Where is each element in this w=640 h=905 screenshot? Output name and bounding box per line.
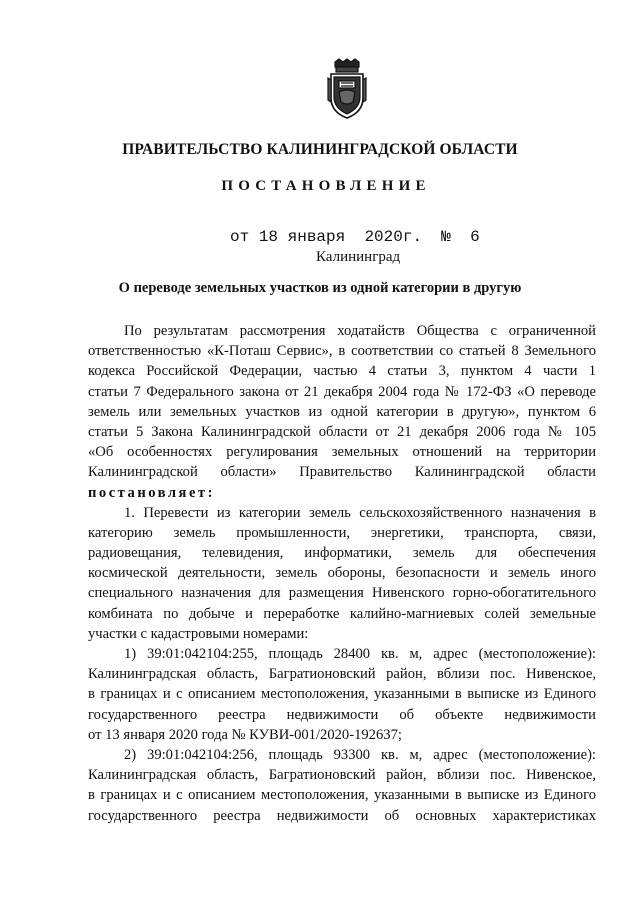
- city-name: Калининград: [316, 249, 401, 265]
- item1-line: 1. Перевести из категории земель сельскохозяйственного назначения в: [124, 504, 596, 521]
- item1-line: категорию земель промышленности, энергетики, транспорта, связи,: [88, 524, 596, 541]
- sub2-line: в границах и с описанием местоположения, указанными в выписке из Единого: [88, 787, 596, 804]
- sub1-line: 1) 39:01:042104:255, площадь 28400 кв. м, адрес (местоположение):: [124, 646, 596, 662]
- number-sign: №: [441, 228, 451, 246]
- date-line: [230, 228, 480, 246]
- body-line: статьи 7 Федерального закона от 21 декабря 2004 года № 172-ФЗ «О переводе: [88, 383, 596, 400]
- body-line: земель или земельных участков из одной категории в другую», пунктом 6: [88, 403, 596, 420]
- sub2-line: Калининградская область, Багратионовский район, вблизи пос. Нивенское,: [88, 767, 596, 784]
- number-value: 6: [470, 228, 480, 246]
- year-suffix: г.: [402, 228, 423, 246]
- date-prefix: от: [230, 228, 250, 246]
- document-type: ПОСТАНОВЛЕНИЕ: [221, 178, 431, 194]
- sub2-line: государственного реестра недвижимости об основных характеристиках: [88, 807, 596, 824]
- year-value: 2020: [364, 228, 403, 246]
- body-line: статьи 5 Закона Калининградской области от 21 декабря 2006 года № 105: [88, 423, 596, 440]
- document-title: О переводе земельных участков из одной категории в другую: [118, 280, 522, 296]
- body-line: Калининградской области» Правительство Калининградской области: [88, 464, 596, 481]
- body-line: кодекса Российской Федерации, частью 4 статьи 3, пунктом 4 части 1: [88, 363, 596, 380]
- sub1-line: государственного реестра недвижимости об объекте недвижимости: [88, 706, 596, 723]
- item1-line: радиовещания, телевидения, информатики, земель для обеспечения: [88, 545, 596, 562]
- date-value: 18 января: [258, 228, 346, 246]
- sub1-line: в границах и с описанием местоположения, указанными в выписке из Единого: [88, 686, 596, 703]
- sub1-line: Калининградская область, Багратионовский район, вблизи пос. Нивенское,: [88, 666, 596, 683]
- resolves-line: [88, 483, 596, 503]
- body-line: ответственностью «К-Поташ Сервис», в соответствии со статьей 8 Земельного: [88, 343, 596, 360]
- item1-line: участки с кадастровыми номерами:: [88, 625, 309, 642]
- body-line: «Об особенностях регулирования земельных отношений на территории: [88, 444, 596, 461]
- item1-line: комбината по добыче и переработке калийно-магниевых солей земельные: [88, 605, 596, 622]
- coat-of-arms-icon: [327, 58, 367, 120]
- item1-line: космической деятельности, земель обороны, безопасности и земель иного: [88, 565, 596, 582]
- item1-line: специального назначения для размещения Нивенского горно-обогатительного: [88, 585, 596, 602]
- body-line: По результатам рассмотрения ходатайств Общества с ограниченной: [124, 323, 596, 339]
- government-name: ПРАВИТЕЛЬСТВО КАЛИНИНГРАДСКОЙ ОБЛАСТИ: [122, 141, 518, 158]
- sub1-line: от 13 января 2020 года № КУВИ-001/2020-192637;: [88, 726, 402, 743]
- sub2-line: 2) 39:01:042104:256, площадь 93300 кв. м, адрес (местоположение):: [124, 746, 596, 763]
- resolves-word: постановляет:: [88, 484, 215, 501]
- document-body: [88, 321, 596, 826]
